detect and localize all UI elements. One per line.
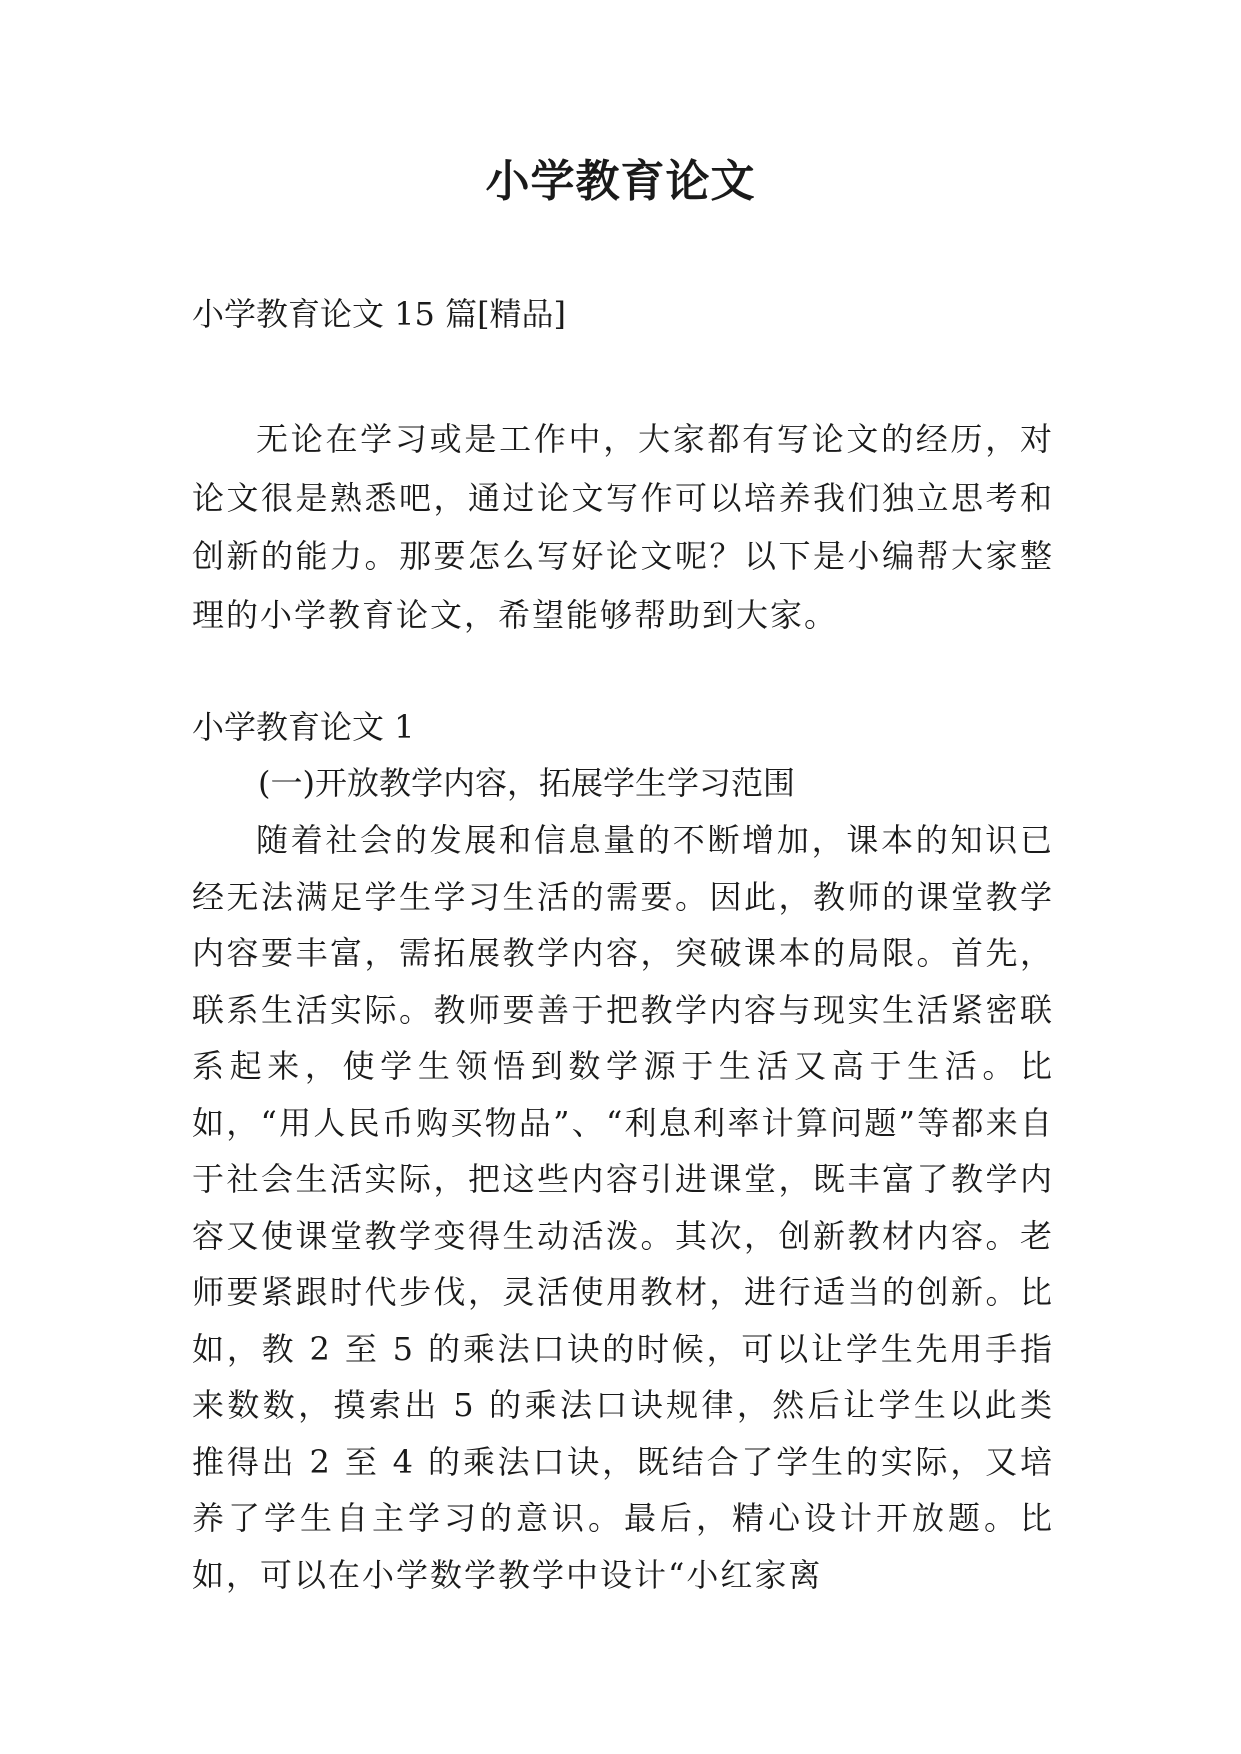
body-paragraph: 随着社会的发展和信息量的不断增加，课本的知识已经无法满足学生学习生活的需要。因此，教师的课堂教学内容要丰富，需拓展教学内容，突破课本的局限。首先，联系生活实际。教师要善于把教学内容与现实生活紧密联系起来，使学生领悟到数学源于生活又高于生活。比如，“用人民币购买物品”、“利息利率计算问题”等都来自于社会生活实际，把这些内容引进课堂，既丰富了教学内容又使课堂教学变得生动活泼。其次，创新教材内容。老师要紧跟时代步伐，灵活使用教材，进行适当的创新。比如，教 2 至 5 的乘法口诀的时候，可以让学生先用手指来数数，摸索出 5 的乘法口诀规律，然后让学生以此类推得出 2 至 4 的乘法口诀，既结合了学生的实际，又培养了学生自主学习的意识。最后，精心设计开放题。比如，可以在小学数学教学中设计“小红家离 [192, 821, 1054, 1594]
section-heading: 小学教育论文 1 [192, 708, 415, 746]
sub-heading: (一)开放教学内容，拓展学生学习范围 [258, 764, 795, 802]
document-subtitle: 小学教育论文 15 篇[精品] [192, 295, 567, 333]
intro-paragraph: 无论在学习或是工作中，大家都有写论文的经历，对论文很是熟悉吧，通过论文写作可以培养我们独立思考和创新的能力。那要怎么写好论文呢？以下是小编帮大家整理的小学教育论文，希望能够帮助到大家。 [192, 420, 1054, 634]
document-title: 小学教育论文 [485, 156, 756, 207]
